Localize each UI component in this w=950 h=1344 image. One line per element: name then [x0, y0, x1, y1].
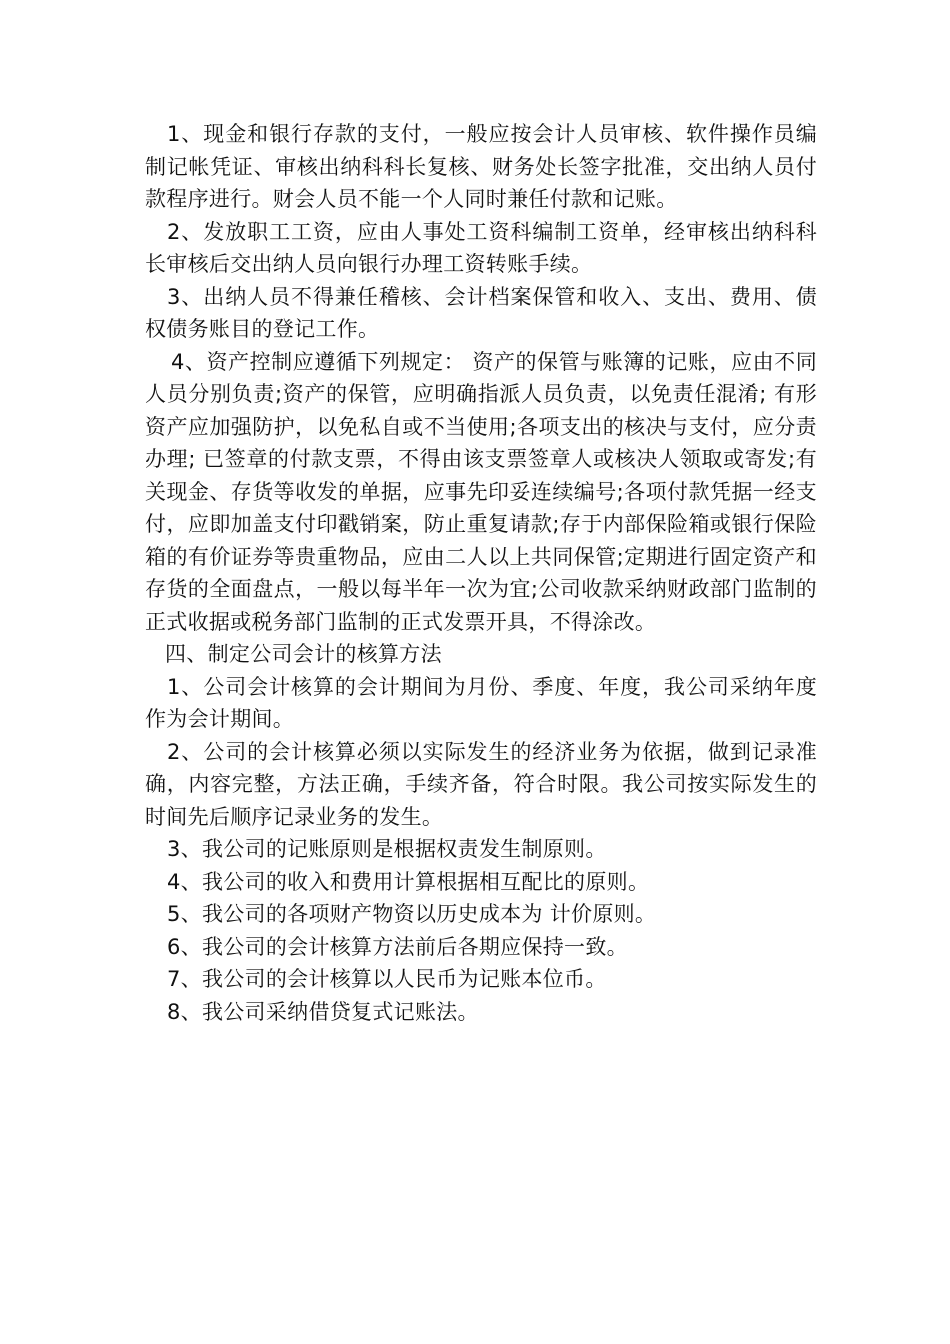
document-body [145, 118, 817, 1028]
paragraph-currency: 7、我公司的会计核算以人民币为记账本位币。 [167, 967, 607, 991]
paragraph-payroll: 2、发放职工工资，应由人事处工资科编制工资单，经审核出纳科科长审核后交出纳人员向银行办理工资转账手续。 [145, 219, 817, 276]
section-heading-accounting-methods: 四、制定公司会计的核算方法 [165, 642, 442, 666]
paragraph-historical-cost: 5、我公司的各项财产物资以历史成本为 计价原则。 [167, 902, 657, 926]
paragraph-accounting-period: 1、公司会计核算的会计期间为月份、季度、年度，我公司采纳年度作为会计期间。 [145, 674, 817, 731]
paragraph-accrual-principle: 3、我公司的记账原则是根据权责发生制原则。 [167, 837, 607, 861]
paragraph-cashier-restriction: 3、出纳人员不得兼任稽核、会计档案保管和收入、支出、费用、债权债务账目的登记工作。 [145, 284, 817, 341]
paragraph-cash-payment: 1、现金和银行存款的支付，一般应按会计人员审核、软件操作员编制记帐凭证、审核出纳科科长复核、财务处长签字批准，交出纳人员付款程序进行。财会人员不能一个人同时兼任付款和记账。 [145, 122, 817, 211]
paragraph-matching-principle: 4、我公司的收入和费用计算根据相互配比的原则。 [167, 869, 650, 894]
paragraph-accounting-basis: 2、公司的会计核算必须以实际发生的经济业务为依据，做到记录准确，内容完整，方法正确，手续齐备，符合时限。我公司按实际发生的时间先后顺序记录业务的发生。 [145, 739, 817, 829]
paragraph-consistency: 6、我公司的会计核算方法前后各期应保持一致。 [167, 934, 628, 959]
paragraph-asset-control: 4、资产控制应遵循下列规定： 资产的保管与账簿的记账，应由不同人员分别负责;资产的保管，应明确指派人员负责，以免责任混淆; 有形资产应加强防护，以免私自或不当使用;各项支出的核决与支付，应分责办理; 已签章的付款支票，不得由该支票签章人或核决人领取或寄发;有关现金、存货等收发的单据，应事先印妥连续编号;各项付款凭据一经支付，应即加盖支付印戳销案，防止重复请款;存于内部保险箱或银行保险箱的有价证券等贵重物品，应由二人以上共同保管;定期进行固定资产和存货的全面盘点，一般以每半年一次为宜;公司收款采纳财政部门监制的正式收据或税务部门监制的正式发票开具，不得涂改。 [145, 349, 817, 634]
paragraph-double-entry: 8、我公司采纳借贷复式记账法。 [167, 999, 479, 1024]
